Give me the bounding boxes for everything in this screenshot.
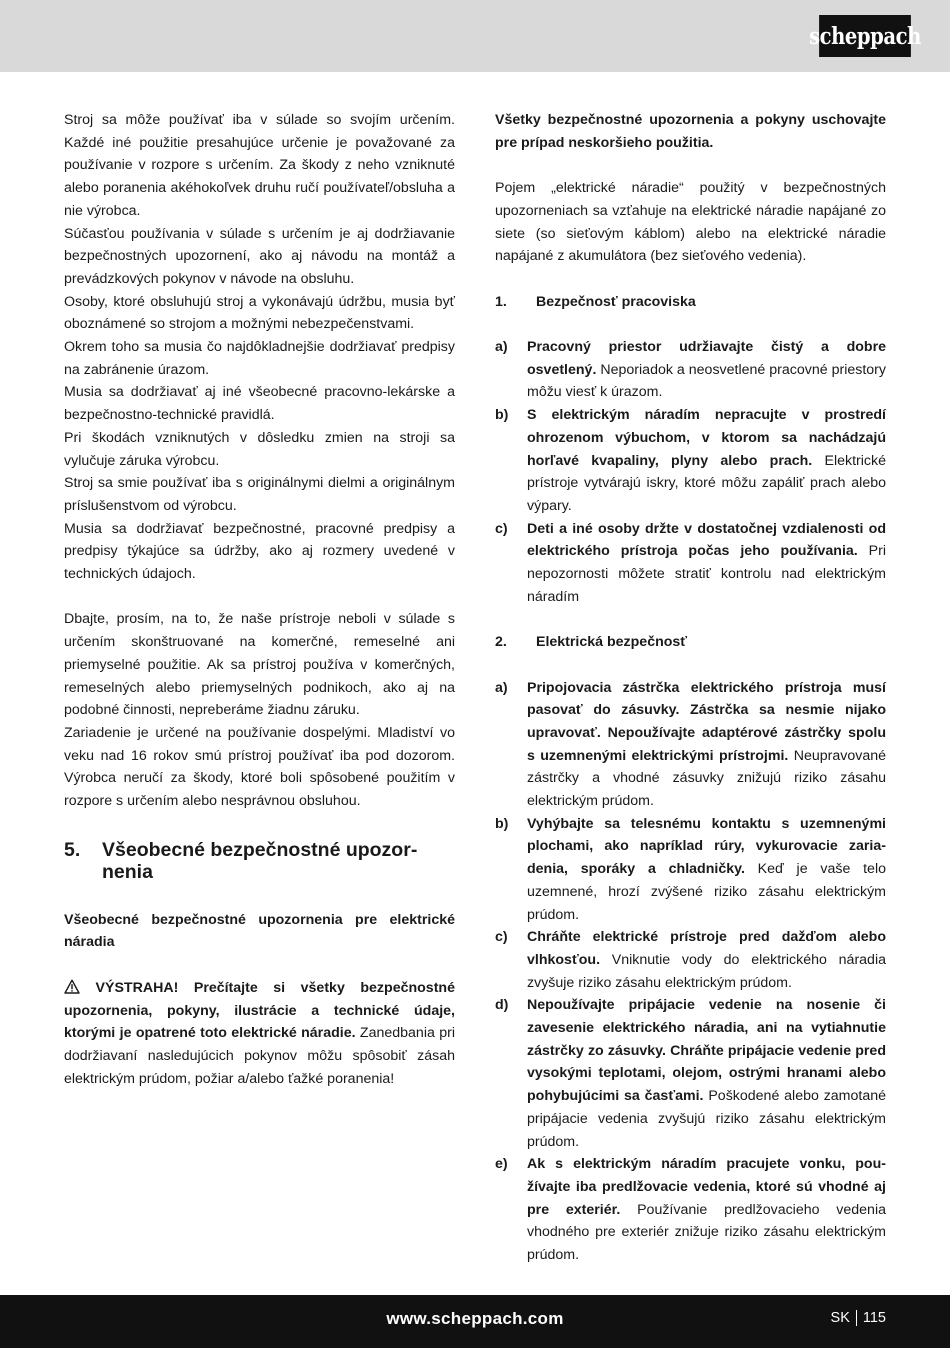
paragraph: Dbajte, prosím, na to, že naše prístroje neboli v súlade s určením skonštruované na komerčné, remeselné ani priemyselné použitie. Ak sa prístroj používa v komerčných, remeselných alebo priemyselných podnikoch, ako aj na podobné činnosti, nepreberáme žiadnu záruku. <box>64 611 455 719</box>
warning-bold-text: VÝSTRAHA! Prečítajte si všetky bezpečnostné upozornenia, pokyny, ilustrácie a technické údaje, ktorými je opatrené toto elektrické náradie. <box>64 979 455 1042</box>
paragraph: Pri škodách vzniknutých v dôsledku zmien na stroji sa vylučuje záruka výrobcu. <box>64 429 455 469</box>
paragraph: Zariadenie je určené na používanie dospelými. Mladiství vo veku nad 16 rokov smú prístroj používať iba pod dozorom. Výrobca neručí za škody, ktoré boli spôsobené použitím v rozpore s určením alebo nesprávnou obsluhou. <box>64 724 455 810</box>
list-item <box>495 926 886 994</box>
list-item <box>495 994 886 1153</box>
subsection-title: Všeobecné bezpečnostné upozornenia pre elektrické náradia <box>64 911 455 951</box>
page-number: 115 <box>862 1310 886 1326</box>
list-marker: c) <box>495 929 508 946</box>
footer-bar <box>0 1295 950 1348</box>
item-text: Používanie predlžovacieho vedenia vhodného pre exteriér znižuje riziko zásahu elektrickým prúdom. <box>527 1201 886 1264</box>
section-1-heading <box>495 291 886 314</box>
section-1-number: 1. <box>495 293 507 310</box>
item-bold-text: Vyhýbajte sa telesnému kontaktu s uzemnenými plochami, ako napríklad rúry, vykurovacie zariadenia, sporáky a chladničky. <box>527 815 886 878</box>
item-bold-text: Pracovný priestor udržiavajte čistý a dobre osvetlený. <box>527 338 886 378</box>
item-text: Neupravované zástrčky a vhodné zásuvky znižujú riziko zásahu elektrickým prúdom. <box>527 747 886 810</box>
paragraph: Osoby, ktoré obsluhujú stroj a vykonávajú údržbu, musia byť oboznámené so strojom a možnými nebezpečenstvami. <box>64 293 455 333</box>
left-column <box>64 109 455 1090</box>
list-marker: c) <box>495 520 508 537</box>
website-link[interactable]: www.scheppach.com <box>386 1309 564 1328</box>
list-marker: a) <box>495 679 508 696</box>
paragraph: Musia sa dodržiavať aj iné všeobecné pracovno-lekárske a bezpečnostno-technické pravidlá. <box>64 384 455 424</box>
item-text: Neporiadok a neosvetlené pracovné priestory môžu viesť k úrazom. <box>527 361 886 401</box>
separator <box>856 1310 857 1326</box>
page-indicator <box>831 1310 886 1326</box>
section-2-number: 2. <box>495 634 507 651</box>
keep-instructions-note: Všetky bezpečnostné upozornenia a pokyny uschovajte pre prípad neskoršieho použitia. <box>495 112 886 151</box>
list-marker: b) <box>495 815 509 832</box>
warning-paragraph <box>64 977 455 1091</box>
header-band <box>0 0 950 72</box>
section-number: 5. <box>64 838 81 861</box>
item-bold-text: Ak s elektrickým náradím pracujete vonku, používajte iba predlžovacie vedenia, ktoré sú vhodné aj pre exteriér. <box>527 1156 886 1218</box>
paragraph: Súčasťou používania v súlade s určením je aj dodržiavanie bezpečnostných upozornení, ako aj návodu na montáž a prevádzkových pokynov v návode na obsluhu. <box>64 225 455 287</box>
list-marker: a) <box>495 338 508 355</box>
paragraph: Stroj sa môže používať iba v súlade so svojím určením. Každé iné použitie presahujúce určenie je považované za používanie v rozpore s určením. Za škody z neho vzniknuté alebo poranenia akéhokoľvek druhu ručí používateľ/obsluha a nie výrobca. <box>64 112 455 219</box>
section-heading <box>64 839 455 883</box>
paragraph: Okrem toho sa musia čo najdôkladnejšie dodržiavať predpisy na zabránenie úrazom. <box>64 339 455 378</box>
paragraph: Stroj sa smie používať iba s originálnymi dielmi a originálnym príslušenstvom od výrobcu. <box>64 475 455 514</box>
list-marker: b) <box>495 407 509 424</box>
item-text: Keď je vaše telo uzemnené, hrozí zvýšené riziko zásahu elektrickým prúdom. <box>527 861 886 923</box>
list-marker: e) <box>495 1156 508 1173</box>
item-text: Vniknutie vody do elektrického náradia zvyšuje riziko zásahu elektrickým prúdom. <box>527 951 886 991</box>
warning-triangle-icon <box>64 979 80 994</box>
item-bold-text: Chráňte elektrické prístroje pred dažďom alebo vlhkosťou. <box>527 929 886 968</box>
item-bold-text: Deti a iné osoby držte v dostatočnej vzdialenosti od elektrického prístroja počas jeho používania. <box>527 520 886 560</box>
item-text: Poškodené alebo zamotané pripájacie vedenia zvyšujú riziko zásahu elektrickým prúdom. <box>527 1088 886 1150</box>
item-text: Elektrické prístroje vytvárajú iskry, ktoré môžu zapáliť prach alebo výpary. <box>527 452 886 514</box>
list-marker: d) <box>495 997 509 1014</box>
item-text: Pri nepozornosti môžete stratiť kontrolu nad elektrickým náradím <box>527 543 887 605</box>
item-bold-text: Pripojovacia zástrčka elektrického prístroja musí pasovať do zásuvky. Zástrčka sa nesmie nijako upravovať. Nepoužívajte adaptérové zástrčky spolu s uzemnenými elektrickými prístrojmi. <box>527 679 886 764</box>
right-column <box>495 109 886 1267</box>
paragraph: Musia sa dodržiavať bezpečnostné, pracovné predpisy a predpisy týkajúce sa údržby, ako aj rozmery uvedené v technických údajoch. <box>64 520 455 583</box>
list-item <box>495 813 886 927</box>
term-definition: Pojem „elektrické náradie“ použitý v bezpečnostných upozorneniach sa vzťahuje na elektrické náradie napájané zo siete (so sieťovým káblom) alebo na elektrické náradie napájané z akumulátora (bez sieťového vedenia). <box>495 180 886 265</box>
section-title: Všeobecné bezpečnostné upozornenia <box>102 838 418 883</box>
warning-text: Zanedbania pri dodržiavaní nasledujúcich pokynov môžu spôsobiť zásah elektrickým prúdom, požiar a/alebo ťažké poranenia! <box>64 1025 456 1087</box>
list-item <box>495 336 886 404</box>
item-bold-text: Nepoužívajte pripájacie vedenie na nosenie či zavesenie elektrického náradia, ani na vytiahnutie zástrčky zo zásuvky. Chráňte pripájacie vedenie pred vysokými teplotami, olejom, ostrými hranami alebo pohybujúcimi sa časťami. <box>527 997 886 1105</box>
brand-logo: scheppach <box>819 15 911 57</box>
section-1-title: Bezpečnosť pracoviska <box>536 293 696 310</box>
list-item <box>495 404 886 518</box>
section-2-title: Elektrická bezpečnosť <box>536 634 688 651</box>
list-item <box>495 677 886 813</box>
item-bold-text: S elektrickým náradím nepracujte v prostredí ohrozenom výbuchom, v ktorom sa nachádzajú horľavé kvapaliny, plyny alebo prach. <box>527 407 886 469</box>
section-2-heading <box>495 631 886 654</box>
language-code: SK <box>830 1310 850 1326</box>
list-item <box>495 518 886 609</box>
list-item <box>495 1153 886 1267</box>
